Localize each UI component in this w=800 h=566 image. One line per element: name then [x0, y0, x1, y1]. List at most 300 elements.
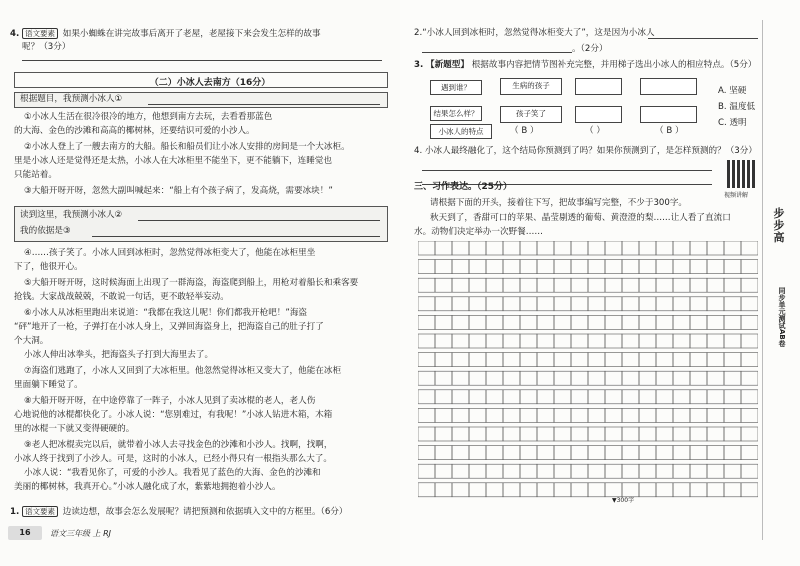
answer-line[interactable] — [22, 60, 382, 61]
grid-cell — [724, 334, 741, 348]
grid-cell — [605, 353, 622, 367]
grid-cell — [435, 334, 452, 348]
grid-cell — [452, 334, 469, 348]
grid-cell — [452, 260, 469, 274]
grid-cell — [690, 408, 707, 422]
grid-cell — [571, 390, 588, 404]
grid-cell — [571, 427, 588, 441]
footer-text: 语文三年级 上 RJ — [50, 529, 112, 538]
grid-cell — [469, 315, 486, 329]
grid-cell — [418, 278, 435, 292]
grid-cell — [605, 390, 622, 404]
flow-result-box: 结果怎么样？ — [430, 106, 482, 121]
spine-subtitle: 同步单元测试AB卷 — [778, 287, 786, 347]
grid-cell — [690, 241, 707, 255]
grid-cell — [571, 297, 588, 311]
grid-cell — [673, 371, 690, 385]
composition-opening: 秋天到了，香甜可口的苹果、晶莹剔透的葡萄、黄澄澄的梨……让人看了直流口 — [430, 213, 731, 223]
flow-laugh-box: 孩子笑了 — [500, 106, 562, 123]
grid-cell — [520, 334, 537, 348]
grid-cell — [571, 241, 588, 255]
grid-cell — [554, 483, 571, 497]
composition-grid[interactable] — [418, 241, 758, 503]
grid-cell — [690, 353, 707, 367]
flow-who-box: 遇到谁？ — [430, 80, 482, 95]
grid-cell — [673, 483, 690, 497]
grid-cell — [639, 408, 656, 422]
grid-cell — [707, 278, 724, 292]
grid-cell — [537, 427, 554, 441]
grid-cell — [622, 297, 639, 311]
grid-cell — [554, 427, 571, 441]
grid-cell — [588, 464, 605, 478]
flow-blank-box-2[interactable] — [640, 78, 697, 95]
grid-cell — [571, 408, 588, 422]
grid-cell — [520, 371, 537, 385]
grid-cell — [741, 278, 758, 292]
grid-cell — [435, 464, 452, 478]
flow-blank-box-4[interactable] — [640, 106, 697, 123]
grid-cell — [469, 427, 486, 441]
grid-cell — [707, 446, 724, 460]
grid-cell — [724, 464, 741, 478]
grid-cell — [724, 241, 741, 255]
grid-cell — [690, 260, 707, 274]
grid-cell — [673, 464, 690, 478]
grid-cell — [503, 334, 520, 348]
grid-cell — [622, 315, 639, 329]
grid-cell — [452, 297, 469, 311]
grid-cell — [639, 260, 656, 274]
grid-cell — [741, 334, 758, 348]
flow-blank-box-3[interactable] — [575, 106, 622, 123]
grid-cell — [554, 353, 571, 367]
grid-cell — [452, 371, 469, 385]
grid-cell — [639, 297, 656, 311]
grid-cell — [503, 483, 520, 497]
grid-cell — [588, 408, 605, 422]
grid-cell — [707, 390, 724, 404]
question-1: 1. 语文要素 边读边想，故事会怎么发展呢？请把预测和依据填入文中的方框里。（6分） — [10, 507, 348, 517]
grid-cell — [622, 278, 639, 292]
grid-cell — [639, 315, 656, 329]
grid-cell — [673, 241, 690, 255]
grid-cell — [520, 353, 537, 367]
grid-cell — [605, 278, 622, 292]
grid-cell — [588, 334, 605, 348]
grid-cell — [656, 334, 673, 348]
grid-cell — [435, 390, 452, 404]
grid-cell — [554, 464, 571, 478]
grid-cell — [435, 427, 452, 441]
q2-answer-line-1[interactable] — [648, 38, 758, 39]
grid-cell — [418, 427, 435, 441]
grid-cell — [571, 464, 588, 478]
grid-cell — [741, 390, 758, 404]
grid-cell — [673, 353, 690, 367]
grid-cell — [469, 297, 486, 311]
grid-cell — [571, 353, 588, 367]
grid-cell — [622, 371, 639, 385]
grid-cell — [741, 427, 758, 441]
grid-cell — [520, 446, 537, 460]
grid-cell — [690, 390, 707, 404]
grid-cell — [537, 464, 554, 478]
grid-cell — [486, 297, 503, 311]
grid-cell — [690, 446, 707, 460]
grid-cell — [656, 278, 673, 292]
grid-cell — [707, 483, 724, 497]
grid-cell — [639, 278, 656, 292]
grid-cell — [486, 278, 503, 292]
question-4: 4. 语文要素 如果小蜘蛛在讲完故事后离开了老屋，老屋接下来会发生怎样的故事 — [10, 29, 321, 39]
grid-cell — [673, 446, 690, 460]
grid-cell — [418, 483, 435, 497]
grid-cell — [571, 315, 588, 329]
grid-cell — [622, 353, 639, 367]
grid-cell — [707, 241, 724, 255]
grid-cell — [656, 483, 673, 497]
grid-cell — [707, 427, 724, 441]
grid-cell — [435, 241, 452, 255]
grid-cell — [690, 464, 707, 478]
grid-cell — [741, 446, 758, 460]
grid-cell — [486, 390, 503, 404]
grid-cell — [707, 371, 724, 385]
grid-cell — [452, 353, 469, 367]
q2-answer-line-2[interactable] — [422, 52, 572, 53]
grid-cell — [469, 483, 486, 497]
grid-cell — [656, 408, 673, 422]
grid-cell — [639, 464, 656, 478]
grid-cell — [622, 390, 639, 404]
grid-cell — [605, 371, 622, 385]
grid-cell — [537, 278, 554, 292]
option-a: A. 坚硬 — [718, 86, 747, 96]
q4-answer-line-1[interactable] — [422, 170, 712, 171]
grid-cell — [435, 483, 452, 497]
grid-cell — [486, 260, 503, 274]
grid-cell — [537, 446, 554, 460]
grid-cell — [469, 260, 486, 274]
grid-cell — [469, 464, 486, 478]
grid-cell — [571, 446, 588, 460]
tag-yuwen: 语文要素 — [22, 28, 58, 39]
grid-cell — [605, 241, 622, 255]
grid-cell — [588, 427, 605, 441]
grid-cell — [486, 315, 503, 329]
grid-cell — [503, 278, 520, 292]
grid-cell — [418, 464, 435, 478]
para-4: ④……孩子笑了。小冰人回到冰柜时，忽然觉得冰柜变大了，他能在冰柜里坐 — [24, 248, 316, 258]
grid-cell — [622, 464, 639, 478]
grid-cell — [435, 278, 452, 292]
grid-cell — [486, 334, 503, 348]
grid-cell — [571, 371, 588, 385]
grid-cell — [571, 334, 588, 348]
grid-cell — [486, 483, 503, 497]
trait-answer-2[interactable]: （ ） — [585, 126, 605, 136]
grid-cell — [554, 241, 571, 255]
grid-cell — [418, 241, 435, 255]
basis-prompt: 我的依据是③ — [20, 226, 71, 236]
grid-cell — [588, 371, 605, 385]
grid-cell — [503, 315, 520, 329]
right-page: 2.“小冰人回到冰柜时，忽然觉得冰柜变大了”，这是因为小冰人 。（2分） 3. 【新题型】 根据故事内容把情节图补充完整，并用梯子选出小冰人的相应特点。（5分） 遇到谁？ 生病的孩子 结果怎么样？ 孩子笑了 小冰人的特点 （ B ） （ ） （ B ） A. 坚硬 B. 温度低 C. 透明 4. 小冰人最终融化了，这个结局你预测到了吗？如果你预测到了，是怎样预测的？（3分） 视频讲解 三、习作表达。（25分） 请根据下面的开头，接着往下写，把故事编写完整，不少于300字。 秋天到了，香甜可口的苹果、晶莹剔透的葡萄、黄澄澄的梨……让人看了直流口 水。动物们决定举办一次野餐…… — [400, 0, 800, 566]
grid-cell — [520, 408, 537, 422]
grid-cell — [741, 483, 758, 497]
grid-cell — [673, 315, 690, 329]
para-9: ⑨老人把冰棍卖完以后，就带着小冰人去寻找金色的沙滩和小沙人。找啊，找啊， — [24, 440, 333, 450]
grid-cell — [537, 390, 554, 404]
option-c: C. 透明 — [718, 118, 747, 128]
grid-cell — [605, 260, 622, 274]
question-4-line2: 呢？（3分） — [22, 42, 71, 52]
grid-cell — [639, 241, 656, 255]
grid-cell — [690, 334, 707, 348]
grid-cell — [503, 260, 520, 274]
para-1: ①小冰人生活在很冷很冷的地方，他想到南方去玩，去看看那蓝色 — [24, 112, 273, 122]
grid-cell — [537, 297, 554, 311]
grid-cell — [418, 315, 435, 329]
grid-cell — [520, 464, 537, 478]
grid-cell — [418, 371, 435, 385]
grid-cell — [673, 408, 690, 422]
grid-cell — [537, 408, 554, 422]
grid-cell — [469, 278, 486, 292]
question-3: 3. 【新题型】 根据故事内容把情节图补充完整，并用梯子选出小冰人的相应特点。（5分） — [414, 60, 757, 70]
grid-cell — [554, 390, 571, 404]
grid-cell — [520, 241, 537, 255]
grid-cell — [741, 371, 758, 385]
grid-cell — [656, 371, 673, 385]
grid-cell — [435, 315, 452, 329]
para-5: ⑤大船开呀开呀，这时候海面上出现了一群海盗，海盗爬到船上，用枪对着船长和乘客要 — [24, 278, 359, 288]
grid-cell — [673, 390, 690, 404]
grid-cell — [656, 427, 673, 441]
para-8: ⑧大船开呀开呀，在中途停靠了一阵子，小冰人见到了卖冰棍的老人，老人伤 — [24, 396, 316, 406]
grid-cell — [435, 353, 452, 367]
grid-cell — [622, 446, 639, 460]
grid-cell — [520, 297, 537, 311]
grid-cell — [622, 427, 639, 441]
grid-cell — [622, 408, 639, 422]
grid-cell — [673, 297, 690, 311]
grid-cell — [435, 297, 452, 311]
grid-cell — [469, 241, 486, 255]
grid-cell — [486, 241, 503, 255]
grid-cell — [690, 427, 707, 441]
grid-cell — [656, 260, 673, 274]
grid-cell — [639, 334, 656, 348]
grid-cell — [673, 427, 690, 441]
grid-cell — [469, 408, 486, 422]
grid-cell — [503, 427, 520, 441]
grid-cell — [724, 408, 741, 422]
grid-cell — [690, 483, 707, 497]
grid-cell — [571, 260, 588, 274]
grid-cell — [639, 371, 656, 385]
page-number: 16 — [8, 526, 42, 540]
grid-cell — [486, 371, 503, 385]
grid-cell — [707, 315, 724, 329]
grid-cell — [520, 278, 537, 292]
grid-cell — [486, 408, 503, 422]
grid-cell — [503, 464, 520, 478]
grid-cell — [588, 353, 605, 367]
grid-cell — [724, 427, 741, 441]
grid-cell — [656, 390, 673, 404]
grid-cell — [503, 371, 520, 385]
grid-cell — [639, 446, 656, 460]
grid-cell — [520, 483, 537, 497]
grid-cell — [588, 278, 605, 292]
grid-cell — [452, 483, 469, 497]
grid-cell — [724, 353, 741, 367]
composition-instruction: 请根据下面的开头，接着往下写，把故事编写完整，不少于300字。 — [430, 198, 688, 208]
grid-cell — [537, 483, 554, 497]
spine-brand: 步步高 — [773, 207, 785, 244]
grid-cell — [418, 334, 435, 348]
grid-cell — [469, 353, 486, 367]
grid-cell — [707, 464, 724, 478]
grid-cell — [656, 446, 673, 460]
grid-cell — [486, 464, 503, 478]
flow-blank-box-1[interactable] — [575, 78, 622, 95]
grid-cell — [503, 353, 520, 367]
grid-cell — [503, 408, 520, 422]
grid-cell — [469, 371, 486, 385]
section-3-title: 三、习作表达。（25分） — [414, 182, 513, 192]
grid-cell — [656, 315, 673, 329]
grid-cell — [554, 315, 571, 329]
grid-cell — [741, 241, 758, 255]
grid-cell — [554, 334, 571, 348]
grid-cell — [486, 427, 503, 441]
grid-cell — [469, 390, 486, 404]
grid-cell — [741, 353, 758, 367]
grid-cell — [452, 315, 469, 329]
left-page: 4. 语文要素 如果小蜘蛛在讲完故事后离开了老屋，老屋接下来会发生怎样的故事 呢？（3分） （二）小冰人去南方（16分） 根据题目，我预测小冰人① ①小冰人生活在很冷很冷的地方，他想到南方去玩，去看看那蓝色 的大海、金色的沙滩和高高的椰树林，还要结识可爱的小沙人。 ②小冰人登上了一艘去南方的大船。船长和船员们让小冰人安排的房间是一个大冰柜。 里是小冰人还是觉得还是太热，小冰人在大冰柜里不能坐下，更不能躺下，连睡觉也 只能站着。 ③大船开呀开呀，忽然大副叫喊起来：“船上有个孩子病了，发高烧，需要冰块！” 读到这里，我预测小冰人② 我的依据是③ ④……孩子笑了。小冰人回到冰柜时，忽然觉得冰柜变大了，他能在冰柜里坐 下了，他很开心。 ⑤大船开呀开呀，这时候海面上出现了一群海盗，海盗爬到船上，用枪对着船长和乘客要 抢钱。大家战战兢兢，不敢说一句话，更不敢轻举妄动。 ⑥小冰人从冰柜里跑出来说道：“我都在我这儿呢！你们都我开枪吧！”海盗 “砰”地开了一枪，子弹打在小冰人身上，又弹回海盗身上，把海盗自己的肚子打了 个大洞。 小冰人伸出冰拳头，把海盗头子打到大海里去了。 ⑦海盗们逃跑了，小冰人又回到了大冰柜里。他忽然觉得冰柜又变大了，他能在冰柜 里面躺下睡觉了。 ⑧大船开呀开呀，在中途停靠了一阵子，小冰人见到了卖冰棍的老人，老人伤 心地说他的冰棍都快化了。小冰人说：“您别难过，有我呢！”小冰人钻进木箱，木箱 里的冰棍一下就又变得硬硬的。 ⑨老人把冰棍卖完以后，就带着小冰人去寻找金色的沙滩和小沙人。找啊，找啊， 小冰人终于找到了小沙人。可是，这时的小冰人，已经小得只有一根指头那么大了。 小冰人说：“我看见你了，可爱的小沙人。我看见了蓝色的大海、金色的沙滩和 美丽的椰树林，我真开心。”小冰人融化成了水，紫紫地拥抱着小沙人。 1. 语文要素 边读边想，故事会怎么发展呢？请把预测和依据填入文中的方框里。（6分） 16 语文三年级 上 RJ — [0, 0, 400, 566]
grid-cell — [690, 278, 707, 292]
grid-cell — [588, 446, 605, 460]
grid-cell — [537, 353, 554, 367]
grid-cell — [503, 446, 520, 460]
para-7: ⑦海盗们逃跑了，小冰人又回到了大冰柜里。他忽然觉得冰柜又变大了，他能在冰柜 — [24, 366, 342, 376]
grid-cell — [622, 260, 639, 274]
grid-cell — [503, 390, 520, 404]
grid-cell — [520, 315, 537, 329]
grid-cell — [707, 353, 724, 367]
question-4-right: 4. 小冰人最终融化了，这个结局你预测到了吗？如果你预测到了，是怎样预测的？（3分） — [414, 146, 757, 156]
grid-cell — [639, 483, 656, 497]
grid-cell — [707, 334, 724, 348]
grid-cell — [605, 408, 622, 422]
grid-cell — [707, 297, 724, 311]
grid-cell — [452, 408, 469, 422]
qr-code-icon[interactable] — [727, 160, 755, 188]
grid-cell — [435, 408, 452, 422]
grid-cell — [724, 483, 741, 497]
grid-cell — [605, 334, 622, 348]
grid-cell — [605, 427, 622, 441]
read-answer-line[interactable] — [138, 220, 380, 221]
grid-cell — [741, 297, 758, 311]
grid-cell — [418, 297, 435, 311]
para-6: ⑥小冰人从冰柜里跑出来说道：“我都在我这儿呢！你们都我开枪吧！”海盗 — [24, 308, 308, 318]
grid-cell — [554, 371, 571, 385]
grid-cell — [707, 260, 724, 274]
grid-cell — [690, 297, 707, 311]
grid-cell — [724, 371, 741, 385]
grid-cell — [673, 334, 690, 348]
grid-cell — [486, 353, 503, 367]
grid-cell — [537, 260, 554, 274]
grid-cell — [452, 446, 469, 460]
grid-cell — [520, 390, 537, 404]
grid-cell — [554, 297, 571, 311]
grid-cell — [554, 446, 571, 460]
grid-cell — [418, 446, 435, 460]
grid-cell — [520, 260, 537, 274]
grid-cell — [707, 408, 724, 422]
grid-cell — [673, 260, 690, 274]
trait-answer-3[interactable]: （ B ） — [655, 126, 684, 136]
qr-caption: 视频讲解 — [724, 192, 749, 199]
grid-cell — [537, 371, 554, 385]
para-2: ②小冰人登上了一艘去南方的大船。船长和船员们让小冰人安排的房间是一个大冰柜。 — [24, 142, 350, 152]
grid-cell — [520, 427, 537, 441]
grid-cell — [724, 446, 741, 460]
question-2: 2.“小冰人回到冰柜时，忽然觉得冰柜变大了”，这是因为小冰人 — [414, 28, 655, 38]
grid-cell — [571, 278, 588, 292]
grid-cell — [741, 315, 758, 329]
grid-cell — [537, 334, 554, 348]
grid-cell — [639, 390, 656, 404]
grid-cell — [554, 408, 571, 422]
grid-cell — [656, 464, 673, 478]
grid-cell — [690, 315, 707, 329]
grid-cell — [435, 371, 452, 385]
grid-cell — [639, 353, 656, 367]
basis-answer-line[interactable] — [92, 236, 380, 237]
grid-cell — [554, 278, 571, 292]
grid-cell — [469, 446, 486, 460]
grid-cell — [741, 260, 758, 274]
grid-cell — [690, 371, 707, 385]
trait-answer-1[interactable]: （ B ） — [510, 126, 539, 136]
grid-cell — [418, 390, 435, 404]
predict-answer-line[interactable] — [148, 104, 380, 105]
grid-cell — [435, 260, 452, 274]
grid-cell — [503, 297, 520, 311]
flow-trait-box: 小冰人的特点 — [430, 124, 492, 139]
grid-cell — [537, 241, 554, 255]
grid-cell — [588, 260, 605, 274]
grid-cell — [724, 315, 741, 329]
grid-cell — [741, 464, 758, 478]
grid-cell — [486, 446, 503, 460]
grid-cell — [605, 464, 622, 478]
grid-cell — [469, 334, 486, 348]
section-title: （二）小冰人去南方（16分） — [149, 78, 271, 88]
grid-cell — [656, 353, 673, 367]
grid-cell — [452, 278, 469, 292]
grid-cell — [571, 483, 588, 497]
grid-cell — [418, 353, 435, 367]
grid-cell — [588, 241, 605, 255]
grid-cell — [452, 464, 469, 478]
